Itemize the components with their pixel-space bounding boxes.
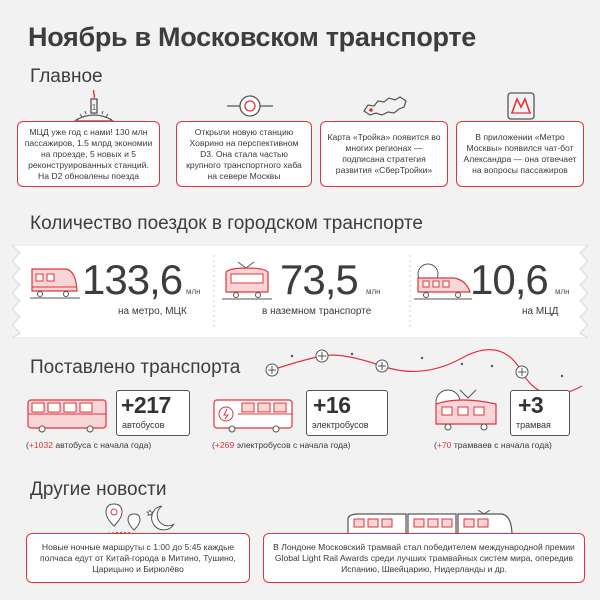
tram-icon: [222, 260, 272, 302]
trips-ground-unit: млн: [366, 287, 381, 296]
metro-train-icon: [30, 263, 80, 301]
metro-logo-icon: [506, 91, 536, 121]
station-marker-icon: [225, 92, 275, 120]
trips-ground-label: в наземном транспорте: [262, 306, 372, 317]
svg-text:1: 1: [91, 103, 97, 112]
trips-mcd-label: на МЦД: [522, 306, 559, 317]
anniversary-candle-icon: [72, 88, 116, 124]
main-card-troika: Карта «Тройка» появится во многих регионах — подписана стратегия развития «СберТройки»: [320, 121, 448, 187]
main-card-mcd: МЦД уже год с нами! 130 млн пассажиров, 1.5 млрд экономии на проезде, 5 новых и 5 реконструированных станций. На D2 обновлены поезда: [17, 121, 160, 187]
section-delivered-heading: Поставлено транспорта: [30, 357, 241, 378]
section-main-heading: Главное: [30, 66, 103, 87]
russia-map-icon: [362, 93, 408, 121]
trips-metro-label: на метро, МЦК: [118, 306, 187, 317]
section-other-heading: Другие новости: [30, 479, 167, 500]
trips-metro-unit: млн: [186, 287, 201, 296]
bus-year-note: (+1032 автобуса с начала года): [26, 440, 152, 450]
bus-count-label: автобусов: [122, 420, 165, 430]
electrobus-year-note: (+269 электробусов с начала года): [212, 440, 351, 450]
electrobus-count-label: электробусов: [312, 420, 369, 430]
bus-count-value: +217: [121, 392, 171, 418]
tram-side-icon: [430, 386, 502, 434]
main-card-khovrino: Открыли новую станцию Ховрино на перспективном D3. Она стала частью крупного транспортного хаба на севере Москвы: [176, 121, 312, 187]
mcd-train-icon: [414, 262, 472, 302]
trips-ground-value: 73,5: [280, 256, 358, 303]
bus-icon: [26, 398, 108, 434]
tram-year-note: (+70 трамваев с начала года): [434, 440, 552, 450]
tram-count-value: +3: [518, 392, 544, 418]
page-title: Ноябрь в Московском транспорте: [28, 22, 476, 52]
other-card-night-routes: Новые ночные маршруты с 1:00 до 5:45 каждые полчаса едут от Китай-города в Митино, Тушино, Царицыно и Бирюлёво: [26, 533, 250, 583]
section-trips-heading: Количество поездок в городском транспорте: [30, 213, 423, 234]
main-card-metro-app: В приложении «Метро Москвы» появился чат-бот Александра — она отвечает на вопросы пассажиров: [456, 121, 584, 187]
tram-count-label: трамвая: [516, 420, 551, 430]
electrobus-icon: [212, 398, 294, 434]
electrobus-count-value: +16: [313, 392, 351, 418]
other-card-tram-award: В Лондоне Московский трамвай стал победителем международной премии Global Light Rail Awards среди лучших трамвайных систем мира, опередив Испанию, Швейцарию, Нидерланды и др.: [263, 533, 585, 583]
decorative-line-icon: [262, 346, 592, 396]
trips-mcd-value: 10,6: [470, 256, 548, 303]
trips-metro-value: 133,6: [82, 256, 183, 303]
trips-mcd-unit: млн: [555, 287, 570, 296]
